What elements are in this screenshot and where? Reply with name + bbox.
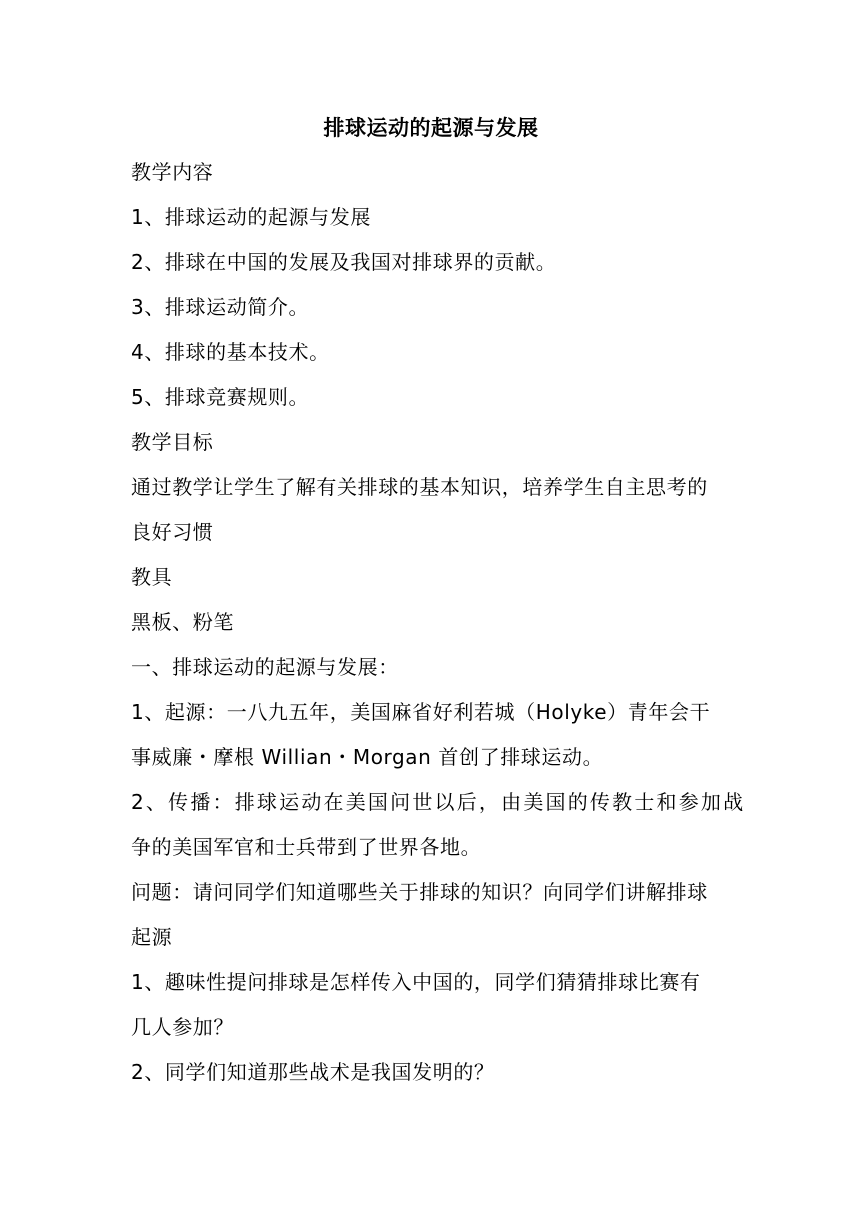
spread-text-line-2: 争的美国军官和士兵带到了世界各地。	[131, 835, 482, 859]
content-item-5: 5、排球竞赛规则。	[131, 385, 310, 409]
activity-text-line-1: 1、趣味性提问排球是怎样传入中国的，同学们猜猜排球比赛有	[131, 970, 701, 994]
question-text-line-2: 起源	[131, 925, 173, 949]
content-item-1: 1、排球运动的起源与发展	[131, 205, 371, 229]
origin-text-line-2: 事威廉・摩根 Willian・Morgan 首创了排球运动。	[131, 745, 604, 769]
goal-text-line-1: 通过教学让学生了解有关排球的基本知识，培养学生自主思考的	[131, 475, 708, 499]
content-item-4: 4、排球的基本技术。	[131, 340, 330, 364]
content-item-3: 3、排球运动简介。	[131, 295, 310, 319]
activity-text-line-3: 2、同学们知道那些战术是我国发明的？	[131, 1060, 495, 1084]
document-title: 排球运动的起源与发展	[323, 116, 539, 140]
goal-text-line-2: 良好习惯	[131, 520, 214, 544]
section-heading-origin: 一、排球运动的起源与发展：	[131, 655, 399, 679]
section-heading-teaching-goal: 教学目标	[131, 430, 214, 454]
spread-text-line-1: 2、传播：排球运动在美国问世以后，由美国的传教士和参加战	[131, 790, 746, 814]
origin-text-line-1: 1、起源：一八九五年，美国麻省好利若城（Holyke）青年会干	[131, 700, 711, 724]
content-item-2: 2、排球在中国的发展及我国对排球界的贡献。	[131, 250, 557, 274]
question-text-line-1: 问题：请问同学们知道哪些关于排球的知识？向同学们讲解排球	[131, 880, 708, 904]
teaching-aids-text: 黑板、粉笔	[131, 610, 234, 634]
section-heading-teaching-content: 教学内容	[131, 160, 214, 184]
section-heading-teaching-aids: 教具	[131, 565, 173, 589]
activity-text-line-2: 几人参加？	[131, 1015, 234, 1039]
